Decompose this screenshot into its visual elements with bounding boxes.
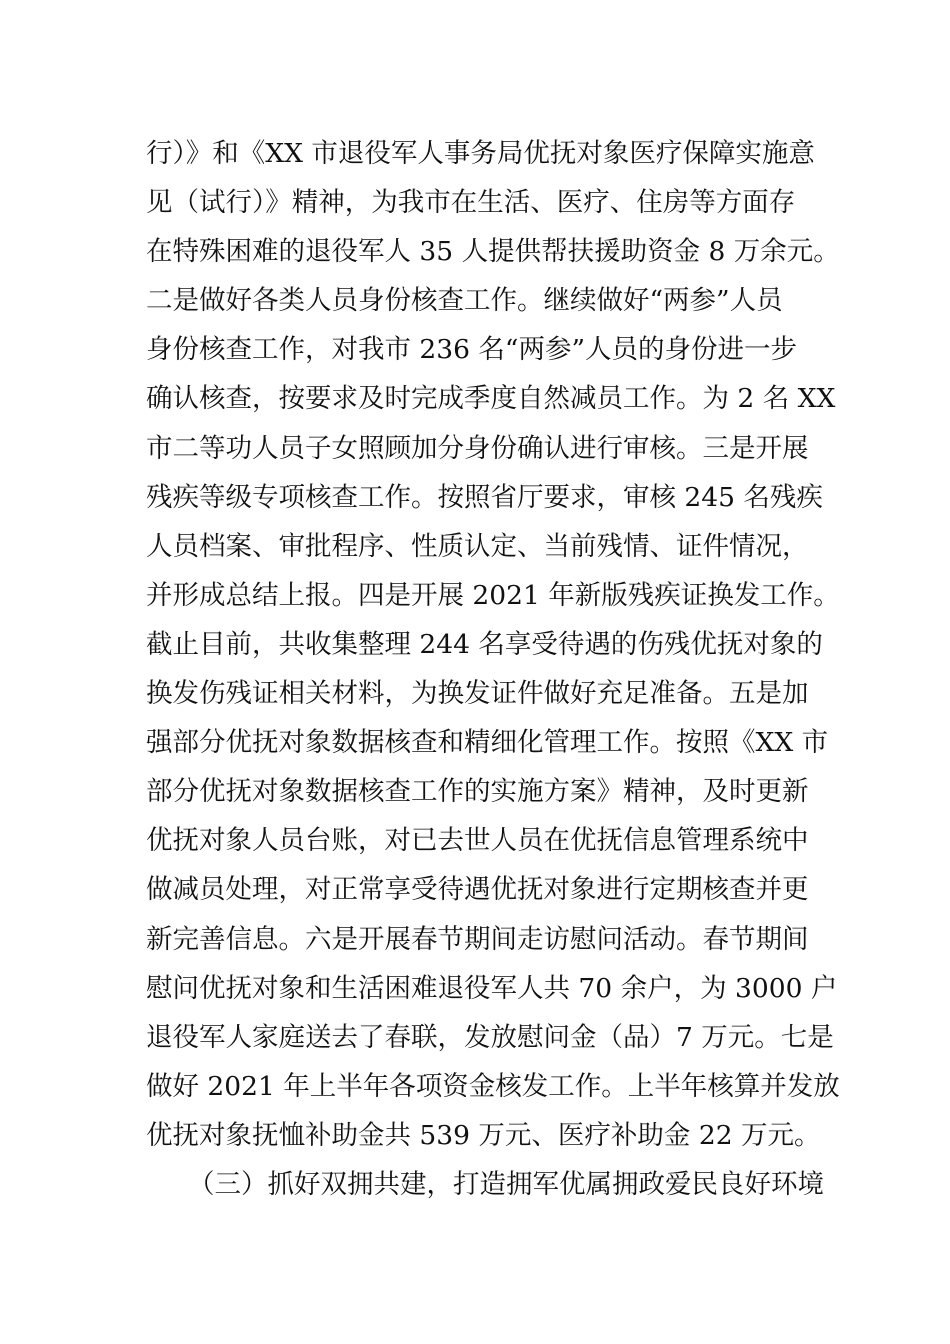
text-line: 慰问优抚对象和生活困难退役军人共 70 余户，为 3000 户 <box>146 972 838 1004</box>
text-line: 截止目前，共收集整理 244 名享受待遇的伤残优抚对象的 <box>146 628 823 660</box>
text-line: 并形成总结上报。四是开展 2021 年新版残疾证换发工作。 <box>146 579 840 611</box>
text-line: 见（试行）》精神，为我市在生活、医疗、住房等方面存 <box>146 187 796 219</box>
text-line: 新完善信息。六是开展春节期间走访慰问活动。春节期间 <box>146 923 809 955</box>
text-line: 做好 2021 年上半年各项资金核发工作。上半年核算并发放 <box>146 1070 840 1102</box>
text-line: 退役军人家庭送去了春联，发放慰问金（品）7 万元。七是 <box>146 1021 834 1053</box>
text-line: 残疾等级专项核查工作。按照省厅要求，审核 245 名残疾 <box>146 481 823 513</box>
text-line: 人员档案、审批程序、性质认定、当前残情、证件情况， <box>146 530 809 562</box>
text-line: 确认核查，按要求及时完成季度自然减员工作。为 2 名 XX <box>146 383 836 415</box>
text-line: 优抚对象人员台账，对已去世人员在优抚信息管理系统中 <box>146 825 809 857</box>
section-heading: （三）抓好双拥共建，打造拥军优属拥政爱民良好环境 <box>188 1168 824 1200</box>
text-line: 二是做好各类人员身份核查工作。继续做好“两参”人员 <box>146 285 783 317</box>
text-line: 优抚对象抚恤补助金共 539 万元、医疗补助金 22 万元。 <box>146 1119 821 1151</box>
text-line: 做减员处理，对正常享受待遇优抚对象进行定期核查并更 <box>146 874 809 906</box>
text-line: 在特殊困难的退役军人 35 人提供帮扶援助资金 8 万余元。 <box>146 236 840 268</box>
text-line: 市二等功人员子女照顾加分身份确认进行审核。三是开展 <box>146 432 809 464</box>
body-text <box>146 129 840 1209</box>
text-line: 行）》和《XX 市退役军人事务局优抚对象医疗保障实施意 <box>146 138 815 169</box>
text-line: 部分优抚对象数据核查工作的实施方案》精神，及时更新 <box>146 776 809 808</box>
text-line: 强部分优抚对象数据核查和精细化管理工作。按照《XX 市 <box>146 727 829 759</box>
text-line: 换发伤残证相关材料，为换发证件做好充足准备。五是加 <box>146 678 809 710</box>
text-line: 身份核查工作，对我市 236 名“两参”人员的身份进一步 <box>146 334 798 366</box>
